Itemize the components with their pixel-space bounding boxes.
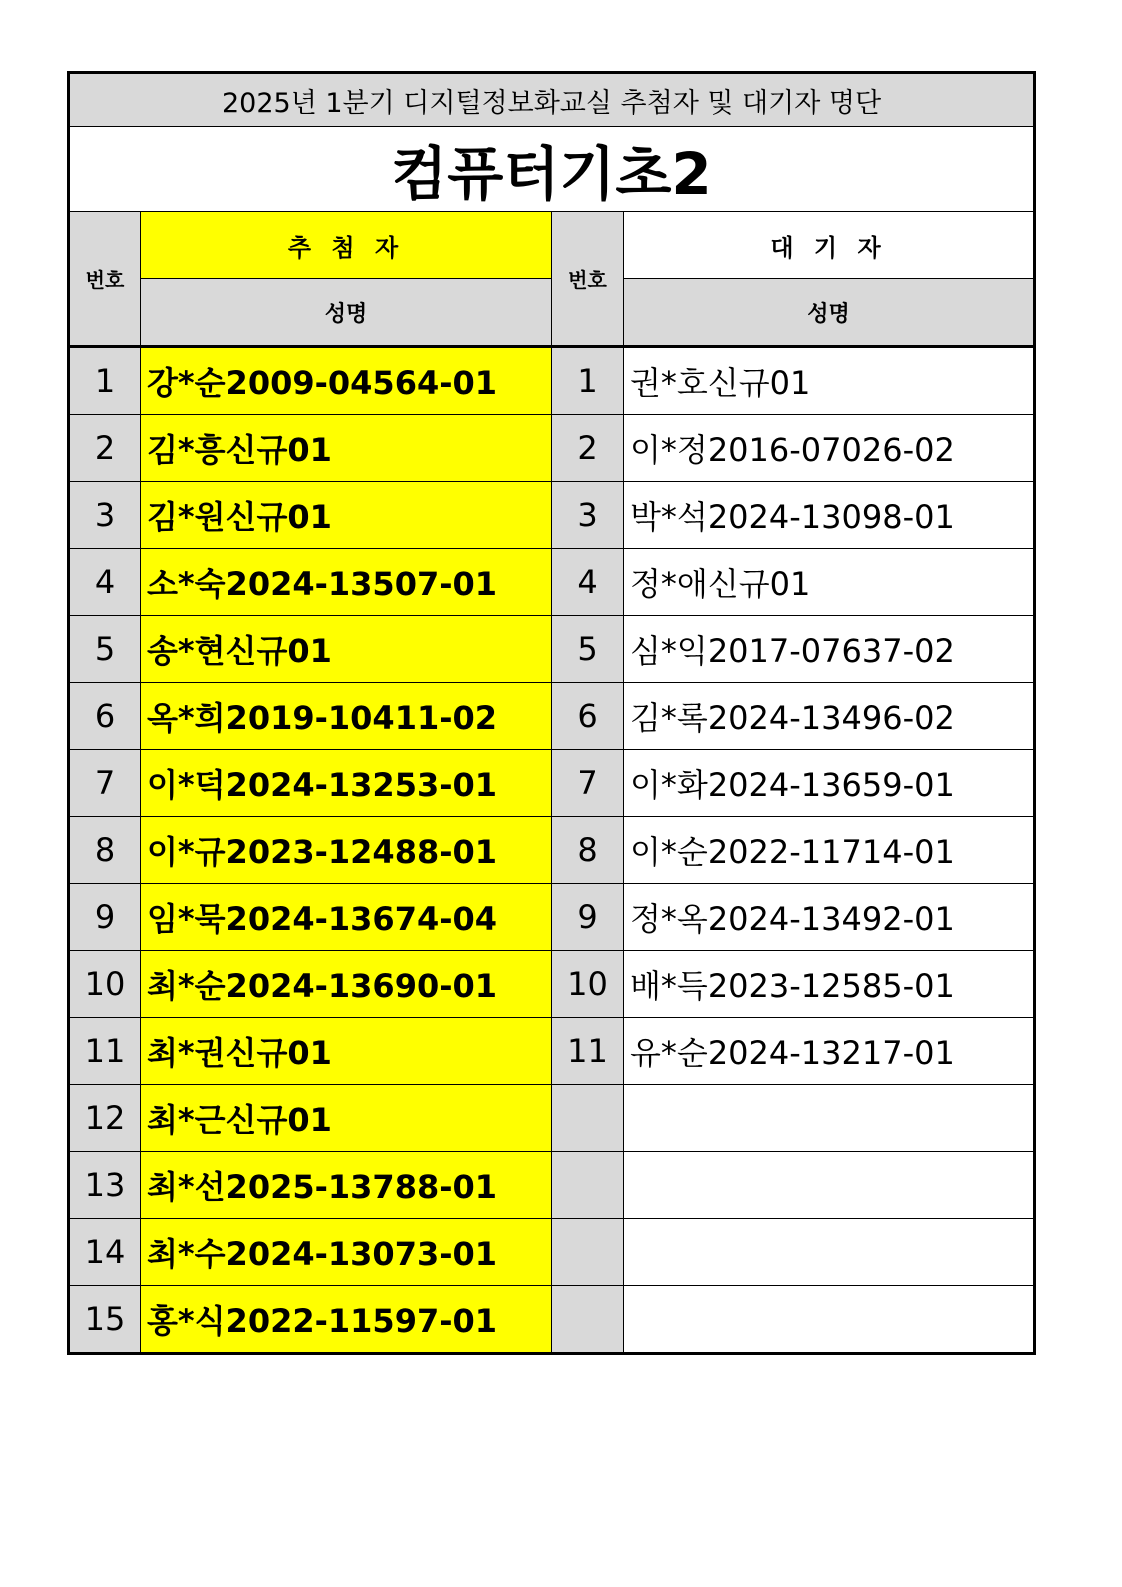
- waitlist-name: 김*록2024-13496-02: [624, 683, 1035, 750]
- waitlist-number: 3: [552, 482, 624, 549]
- table-row: [69, 750, 1035, 817]
- waitlist-name: [624, 1085, 1035, 1152]
- waitlist-name: 박*석2024-13098-01: [624, 482, 1035, 549]
- waitlist-name: 배*득2023-12585-01: [624, 951, 1035, 1018]
- waitlist-name: 이*순2022-11714-01: [624, 817, 1035, 884]
- number-header-left: 번호: [69, 212, 141, 347]
- winner-name: 이*덕2024-13253-01: [141, 750, 552, 817]
- waitlist-number: 2: [552, 415, 624, 482]
- waitlist-number: 6: [552, 683, 624, 750]
- header-row-1: [69, 212, 1035, 279]
- number-header-right: 번호: [552, 212, 624, 347]
- winner-number: 1: [69, 347, 141, 415]
- winner-number: 7: [69, 750, 141, 817]
- winner-name: 최*수2024-13073-01: [141, 1219, 552, 1286]
- table-row: [69, 347, 1035, 415]
- winner-number: 11: [69, 1018, 141, 1085]
- winner-number: 3: [69, 482, 141, 549]
- waitlist-number: 9: [552, 884, 624, 951]
- subtitle-row: [69, 73, 1035, 127]
- waitlist-name: 이*정2016-07026-02: [624, 415, 1035, 482]
- winner-name: 김*흥신규01: [141, 415, 552, 482]
- table-row: [69, 1085, 1035, 1152]
- waitlist-name: [624, 1286, 1035, 1354]
- waitlist-number: 10: [552, 951, 624, 1018]
- waitlist-header: 대 기 자: [624, 212, 1035, 279]
- waitlist-number: [552, 1152, 624, 1219]
- waitlist-number: 7: [552, 750, 624, 817]
- winner-name: 이*규2023-12488-01: [141, 817, 552, 884]
- winner-number: 6: [69, 683, 141, 750]
- winner-name: 소*숙2024-13507-01: [141, 549, 552, 616]
- winner-number: 10: [69, 951, 141, 1018]
- winner-number: 8: [69, 817, 141, 884]
- waitlist-number: 11: [552, 1018, 624, 1085]
- table-row: [69, 415, 1035, 482]
- winner-name: 최*근신규01: [141, 1085, 552, 1152]
- table-row: [69, 482, 1035, 549]
- waitlist-number: 8: [552, 817, 624, 884]
- winner-number: 5: [69, 616, 141, 683]
- winner-name: 옥*희2019-10411-02: [141, 683, 552, 750]
- table-row: [69, 1219, 1035, 1286]
- winner-name: 강*순2009-04564-01: [141, 347, 552, 415]
- winner-name: 최*선2025-13788-01: [141, 1152, 552, 1219]
- winner-name: 홍*식2022-11597-01: [141, 1286, 552, 1354]
- waitlist-name: [624, 1152, 1035, 1219]
- table-row: [69, 1286, 1035, 1354]
- table-row: [69, 951, 1035, 1018]
- waitlist-name: 심*익2017-07637-02: [624, 616, 1035, 683]
- title-row: [69, 127, 1035, 212]
- waitlist-number: [552, 1219, 624, 1286]
- winner-name: 최*권신규01: [141, 1018, 552, 1085]
- winner-number: 15: [69, 1286, 141, 1354]
- course-title: 컴퓨터기초2: [69, 127, 1035, 212]
- winners-header: 추 첨 자: [141, 212, 552, 279]
- table-row: [69, 884, 1035, 951]
- winner-name: 송*현신규01: [141, 616, 552, 683]
- lottery-roster-table: [67, 71, 1036, 1355]
- waitlist-name: 정*애신규01: [624, 549, 1035, 616]
- waitlist-number: 5: [552, 616, 624, 683]
- waitlist-name: [624, 1219, 1035, 1286]
- winner-number: 9: [69, 884, 141, 951]
- winner-name-header: 성명: [141, 279, 552, 347]
- waitlist-name: 이*화2024-13659-01: [624, 750, 1035, 817]
- table-row: [69, 616, 1035, 683]
- waitlist-name: 권*호신규01: [624, 347, 1035, 415]
- waitlist-number: [552, 1286, 624, 1354]
- table-row: [69, 817, 1035, 884]
- sheet-subtitle: 2025년 1분기 디지털정보화교실 추첨자 및 대기자 명단: [69, 73, 1035, 127]
- winner-number: 14: [69, 1219, 141, 1286]
- waitlist-number: [552, 1085, 624, 1152]
- winner-number: 13: [69, 1152, 141, 1219]
- table-row: [69, 1018, 1035, 1085]
- winner-name: 김*원신규01: [141, 482, 552, 549]
- table-row: [69, 549, 1035, 616]
- waitlist-name: 정*옥2024-13492-01: [624, 884, 1035, 951]
- winner-number: 4: [69, 549, 141, 616]
- table-row: [69, 683, 1035, 750]
- winner-number: 12: [69, 1085, 141, 1152]
- winner-name: 최*순2024-13690-01: [141, 951, 552, 1018]
- table-row: [69, 1152, 1035, 1219]
- waitlist-name: 유*순2024-13217-01: [624, 1018, 1035, 1085]
- waitlist-number: 4: [552, 549, 624, 616]
- winner-name: 임*묵2024-13674-04: [141, 884, 552, 951]
- waitlist-name-header: 성명: [624, 279, 1035, 347]
- waitlist-number: 1: [552, 347, 624, 415]
- winner-number: 2: [69, 415, 141, 482]
